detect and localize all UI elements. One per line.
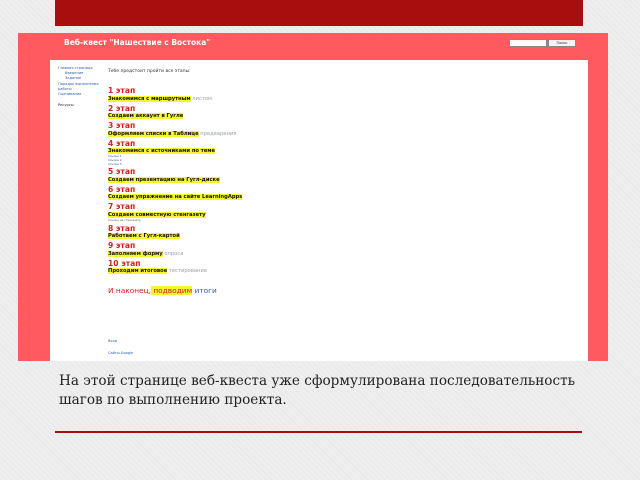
stage-note-link[interactable]: Ссылка 2	[108, 157, 122, 162]
stage-title: 8 этап	[108, 223, 136, 233]
stage-task[interactable]	[108, 233, 408, 240]
final-text-1: И наконец,	[108, 286, 151, 296]
stage-item	[108, 121, 408, 138]
stage-task[interactable]	[108, 177, 408, 184]
stage-task[interactable]	[108, 194, 408, 201]
stage-task-rest: листом	[190, 95, 212, 102]
stage-note-link[interactable]: Ссылка 1	[108, 154, 122, 158]
stage-item	[108, 241, 408, 258]
sidebar-item[interactable]: Оценивание	[58, 92, 82, 97]
top-decor-bar	[55, 0, 583, 26]
final-line	[108, 286, 408, 295]
stage-task-highlight: Создаем аккаунт в Гугле	[108, 113, 184, 119]
stage-item	[108, 224, 408, 241]
stage-task-rest: тестирование	[167, 268, 208, 275]
intro-text: Тебе предстоит пройти все этапы:	[108, 69, 191, 74]
stage-title: 4 этап	[108, 138, 136, 148]
sidebar-item[interactable]: Задание	[65, 76, 82, 81]
sidebar-section-label: Ресурсы	[58, 103, 74, 108]
stage-task-highlight: Создаем упражнение на сайте LearningApps	[108, 194, 243, 201]
stage-title: 3 этап	[108, 121, 136, 130]
stage-task-highlight: Заполняем форму	[108, 250, 163, 257]
stage-task[interactable]	[108, 212, 408, 219]
stage-note-link[interactable]: Ссылка 3	[108, 161, 122, 166]
final-link-itogi[interactable]: итоги	[192, 286, 217, 296]
stage-item	[108, 185, 408, 202]
stage-item	[108, 104, 408, 121]
final-text-2: подводим	[150, 286, 193, 296]
stage-task-highlight: Создаем презентацию на Гугл-диске	[108, 176, 220, 183]
stage-task[interactable]	[108, 251, 408, 258]
bottom-divider	[55, 431, 582, 433]
stage-task[interactable]	[108, 268, 408, 275]
stage-item	[108, 86, 408, 103]
stage-title: 2 этап	[108, 103, 136, 113]
stage-title: 7 этап	[108, 202, 136, 212]
stage-task[interactable]	[108, 96, 408, 103]
stage-title: 9 этап	[108, 241, 136, 251]
stage-task[interactable]	[108, 131, 408, 138]
stage-item	[108, 259, 408, 276]
page-body	[50, 60, 588, 361]
search-input[interactable]	[509, 39, 547, 47]
stage-task[interactable]	[108, 148, 408, 155]
stage-item	[108, 167, 408, 184]
stage-task-rest: предварения	[198, 130, 237, 137]
stage-task[interactable]	[108, 113, 408, 120]
sidebar-item[interactable]: Введение	[65, 71, 84, 76]
sidebar-item[interactable]: Главная страница	[58, 66, 93, 70]
stage-task-rest: опроса	[162, 250, 184, 257]
search-button[interactable]: Поиск	[548, 39, 576, 47]
site-title: Веб-квест "Нашествие с Востока"	[64, 38, 211, 47]
stage-list	[108, 86, 408, 275]
stage-item	[108, 202, 408, 222]
stage-item	[108, 139, 408, 167]
sidebar-item[interactable]: Порядок выполнения работы	[58, 81, 99, 91]
slide-caption: На этой странице веб-квеста уже сформулирована последовательность шагов по выполнению проекта.	[59, 373, 576, 408]
stage-task-highlight: Оформляем списки в Таблице	[108, 130, 199, 137]
footer-signin-link[interactable]: Вход	[108, 339, 118, 343]
sidebar-nav	[58, 66, 108, 108]
stage-task-highlight: Знакомимся с источниками по теме	[108, 148, 216, 154]
stage-task-highlight: Проходим итоговое	[108, 268, 168, 275]
stage-title: 5 этап	[108, 167, 136, 177]
footer-google-sites-link[interactable]: Сайты Google	[108, 351, 134, 355]
stage-title: 10 этап	[108, 258, 141, 268]
stage-task-highlight: Работаем с Гугл-картой	[108, 233, 180, 240]
stage-task-highlight: Знакомимся с маршрутным	[108, 95, 191, 102]
stage-note-link[interactable]: Ссылка на стенгазету	[108, 217, 141, 222]
content-area	[108, 68, 408, 295]
stage-title: 6 этап	[108, 184, 136, 194]
stage-task-highlight: Создаем совместную стенгазету	[108, 211, 206, 218]
site-header	[18, 33, 608, 55]
stage-title: 1 этап	[108, 86, 136, 95]
